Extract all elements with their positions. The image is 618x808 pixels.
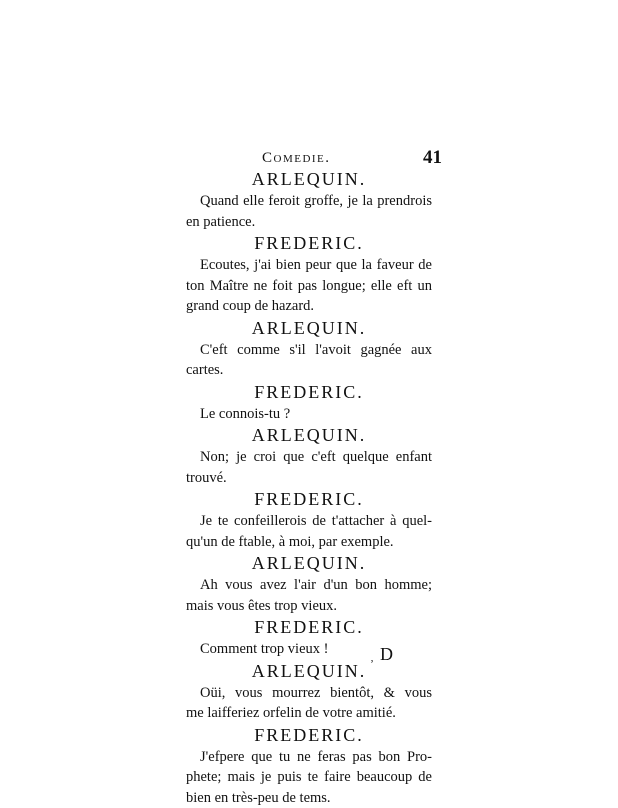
- page-number: 41: [423, 147, 442, 168]
- running-title: Comedie.: [262, 150, 331, 166]
- dialogue-line: C'eft comme s'il l'avoit gagnée aux: [200, 341, 432, 358]
- dialogue-line: en patience.: [186, 213, 256, 230]
- speaker-name: FREDERIC.: [254, 724, 364, 745]
- dialogue-line: J'efpere que tu ne feras pas bon Pro-: [200, 748, 432, 765]
- ink-mark: ‚: [370, 650, 374, 664]
- speaker-name: FREDERIC.: [254, 489, 364, 509]
- dialogue-line: qu'un de ftable, à moi, par exemple.: [186, 533, 394, 550]
- dialogue-line: grand coup de hazard.: [186, 298, 315, 314]
- speaker-name: ARLEQUIN.: [251, 169, 367, 189]
- dialogue-line: trouvé.: [186, 469, 227, 486]
- dialogue-line: Le connois-tu ?: [200, 405, 291, 422]
- dialogue-line: me laifferiez orfelin de votre amitié.: [186, 705, 396, 721]
- speaker-name: FREDERIC.: [254, 381, 364, 402]
- speaker-name: FREDERIC.: [254, 617, 364, 637]
- dialogue-line: Oüi, vous mourrez bientôt, & vous: [200, 684, 432, 701]
- dialogue-line: bien en très-peu de tems.: [186, 789, 331, 806]
- speaker-name: ARLEQUIN.: [251, 660, 367, 681]
- dialogue-line: ton Maître ne foit pas longue; elle eft un: [186, 277, 432, 294]
- dialogue-line: Je te confeillerois de t'attacher à quel-: [200, 513, 432, 529]
- speaker-name: ARLEQUIN.: [251, 553, 367, 573]
- signature-mark: D: [380, 644, 393, 664]
- dialogue-line: Comment trop vieux !: [200, 641, 329, 657]
- dialogue-line: Ah vous avez l'air d'un bon homme;: [200, 577, 432, 593]
- dialogue-line: Ecoutes, j'ai bien peur que la faveur de: [200, 257, 432, 273]
- speaker-name: ARLEQUIN.: [251, 317, 367, 338]
- dialogue-line: mais vous êtes trop vieux.: [186, 597, 338, 614]
- dialogue-line: Non; je croi que c'eft quelque enfant: [200, 449, 432, 465]
- dialogue-line: cartes.: [186, 362, 224, 378]
- dialogue-line: phete; mais je puis te faire beaucoup de: [186, 769, 432, 785]
- dialogue-line: Quand elle feroit groffe, je la prendrois: [200, 193, 432, 209]
- speaker-name: FREDERIC.: [254, 233, 364, 253]
- speaker-name: ARLEQUIN.: [251, 425, 367, 445]
